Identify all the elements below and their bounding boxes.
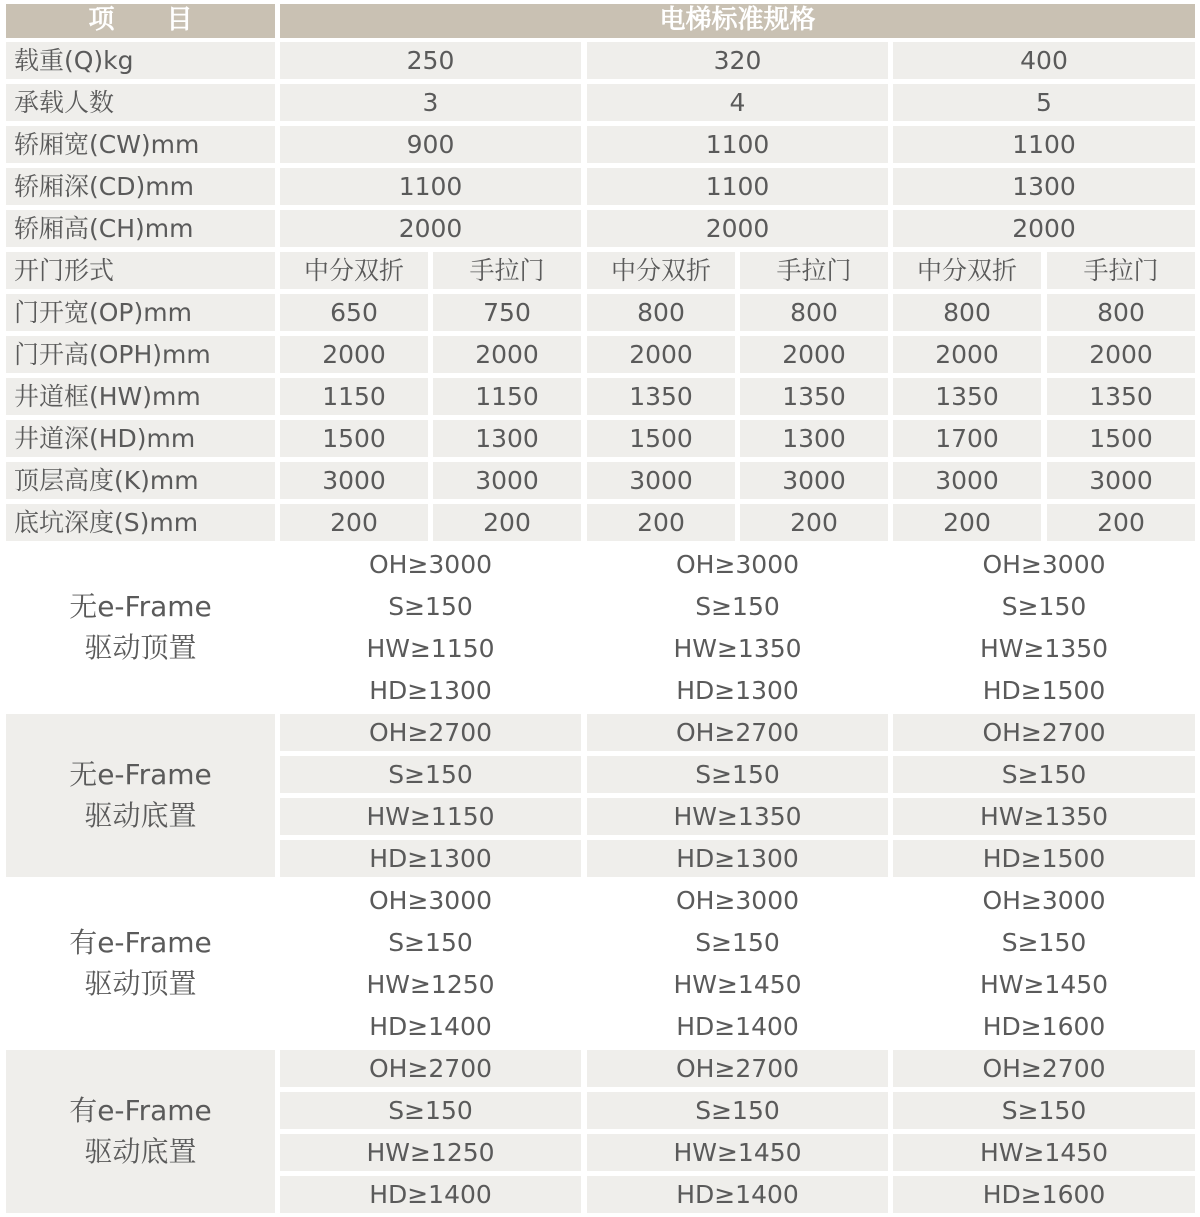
- row-label: 门开宽(OP)mm: [6, 294, 275, 331]
- value-cell: 2000: [893, 210, 1195, 247]
- requirement-cell: S≥150: [587, 924, 888, 961]
- value-cell: 2000: [587, 336, 735, 373]
- config-line-2: 驱动顶置: [84, 630, 197, 664]
- requirement-cell: HD≥1400: [587, 1008, 888, 1045]
- value-cell: 1150: [280, 378, 428, 415]
- drive-config-label: [6, 546, 275, 709]
- requirement-cell: HW≥1450: [587, 1134, 888, 1171]
- requirement-cell: HD≥1500: [893, 672, 1195, 709]
- row-label: 载重(Q)kg: [6, 42, 275, 79]
- requirement-cell: HW≥1250: [280, 966, 581, 1003]
- value-cell: 650: [280, 294, 428, 331]
- value-cell: 400: [893, 42, 1195, 79]
- value-cell: 3000: [740, 462, 888, 499]
- requirement-cell: S≥150: [893, 1092, 1195, 1129]
- requirement-cell: OH≥3000: [280, 546, 581, 583]
- requirement-cell: S≥150: [280, 924, 581, 961]
- requirement-cell: HD≥1400: [280, 1176, 581, 1213]
- value-cell: 1150: [433, 378, 581, 415]
- requirement-cell: HW≥1150: [280, 798, 581, 835]
- value-cell: 200: [1047, 504, 1195, 541]
- value-cell: 1300: [740, 420, 888, 457]
- value-cell: 3000: [433, 462, 581, 499]
- value-cell: 800: [587, 294, 735, 331]
- requirement-cell: HD≥1600: [893, 1176, 1195, 1213]
- value-cell: 3000: [280, 462, 428, 499]
- value-cell: 中分双折: [587, 252, 735, 289]
- value-cell: 200: [280, 504, 428, 541]
- row-label: 井道深(HD)mm: [6, 420, 275, 457]
- row-label: 底坑深度(S)mm: [6, 504, 275, 541]
- value-cell: 4: [587, 84, 888, 121]
- value-cell: 2000: [587, 210, 888, 247]
- value-cell: 手拉门: [433, 252, 581, 289]
- requirement-cell: HD≥1300: [587, 840, 888, 877]
- value-cell: 1100: [893, 126, 1195, 163]
- value-cell: 1100: [587, 126, 888, 163]
- requirement-cell: OH≥3000: [280, 882, 581, 919]
- config-line-1: 有e-Frame: [69, 925, 212, 959]
- requirement-cell: S≥150: [280, 588, 581, 625]
- requirement-cell: S≥150: [893, 924, 1195, 961]
- value-cell: 3000: [587, 462, 735, 499]
- row-label: 开门形式: [6, 252, 275, 289]
- requirement-cell: OH≥3000: [587, 882, 888, 919]
- value-cell: 1300: [893, 168, 1195, 205]
- requirement-cell: HW≥1250: [280, 1134, 581, 1171]
- value-cell: 手拉门: [740, 252, 888, 289]
- value-cell: 1100: [280, 168, 581, 205]
- requirement-cell: HW≥1350: [893, 798, 1195, 835]
- requirement-cell: S≥150: [280, 1092, 581, 1129]
- value-cell: 800: [1047, 294, 1195, 331]
- value-cell: 2000: [1047, 336, 1195, 373]
- requirement-cell: HW≥1450: [587, 966, 888, 1003]
- row-label: 轿厢高(CH)mm: [6, 210, 275, 247]
- value-cell: 750: [433, 294, 581, 331]
- requirement-cell: HD≥1300: [587, 672, 888, 709]
- value-cell: 3000: [893, 462, 1041, 499]
- requirement-cell: OH≥2700: [587, 714, 888, 751]
- value-cell: 2000: [280, 210, 581, 247]
- value-cell: 800: [740, 294, 888, 331]
- value-cell: 中分双折: [893, 252, 1041, 289]
- requirement-cell: S≥150: [893, 756, 1195, 793]
- value-cell: 1500: [1047, 420, 1195, 457]
- value-cell: 1100: [587, 168, 888, 205]
- requirement-cell: HW≥1350: [893, 630, 1195, 667]
- requirement-cell: OH≥3000: [893, 546, 1195, 583]
- config-line-1: 无e-Frame: [69, 589, 212, 623]
- value-cell: 1350: [587, 378, 735, 415]
- row-label: 轿厢宽(CW)mm: [6, 126, 275, 163]
- row-label: 轿厢深(CD)mm: [6, 168, 275, 205]
- value-cell: 200: [433, 504, 581, 541]
- value-cell: 200: [587, 504, 735, 541]
- requirement-cell: HD≥1500: [893, 840, 1195, 877]
- value-cell: 1350: [740, 378, 888, 415]
- requirement-cell: S≥150: [587, 1092, 888, 1129]
- value-cell: 800: [893, 294, 1041, 331]
- value-cell: 3000: [1047, 462, 1195, 499]
- row-label: 承载人数: [6, 84, 275, 121]
- value-cell: 200: [740, 504, 888, 541]
- requirement-cell: S≥150: [893, 588, 1195, 625]
- requirement-cell: OH≥3000: [587, 546, 888, 583]
- requirement-cell: S≥150: [280, 756, 581, 793]
- requirement-cell: HW≥1450: [893, 1134, 1195, 1171]
- drive-config-label: [6, 882, 275, 1045]
- config-line-1: 无e-Frame: [69, 757, 212, 791]
- header-spec: 电梯标准规格: [280, 4, 1195, 38]
- requirement-cell: OH≥2700: [587, 1050, 888, 1087]
- value-cell: 1500: [280, 420, 428, 457]
- value-cell: 1700: [893, 420, 1041, 457]
- requirement-cell: HD≥1400: [280, 1008, 581, 1045]
- requirement-cell: HD≥1300: [280, 672, 581, 709]
- config-line-1: 有e-Frame: [69, 1093, 212, 1127]
- config-line-2: 驱动底置: [84, 1134, 197, 1168]
- row-label: 门开高(OPH)mm: [6, 336, 275, 373]
- requirement-cell: HD≥1300: [280, 840, 581, 877]
- value-cell: 2000: [740, 336, 888, 373]
- value-cell: 手拉门: [1047, 252, 1195, 289]
- requirement-cell: HW≥1350: [587, 798, 888, 835]
- value-cell: 1350: [1047, 378, 1195, 415]
- requirement-cell: HW≥1350: [587, 630, 888, 667]
- requirement-cell: S≥150: [587, 756, 888, 793]
- value-cell: 200: [893, 504, 1041, 541]
- requirement-cell: OH≥2700: [893, 1050, 1195, 1087]
- drive-config-label: [6, 1050, 275, 1213]
- row-label: 井道框(HW)mm: [6, 378, 275, 415]
- config-line-2: 驱动底置: [84, 798, 197, 832]
- requirement-cell: HW≥1450: [893, 966, 1195, 1003]
- value-cell: 5: [893, 84, 1195, 121]
- value-cell: 1300: [433, 420, 581, 457]
- requirement-cell: S≥150: [587, 588, 888, 625]
- requirement-cell: HW≥1150: [280, 630, 581, 667]
- drive-config-label: [6, 714, 275, 877]
- value-cell: 2000: [893, 336, 1041, 373]
- requirement-cell: HD≥1600: [893, 1008, 1195, 1045]
- value-cell: 中分双折: [280, 252, 428, 289]
- value-cell: 2000: [280, 336, 428, 373]
- value-cell: 1500: [587, 420, 735, 457]
- value-cell: 250: [280, 42, 581, 79]
- value-cell: 2000: [433, 336, 581, 373]
- row-label: 顶层高度(K)mm: [6, 462, 275, 499]
- header-item: 项 目: [6, 4, 275, 38]
- value-cell: 1350: [893, 378, 1041, 415]
- requirement-cell: OH≥2700: [280, 1050, 581, 1087]
- value-cell: 320: [587, 42, 888, 79]
- value-cell: 3: [280, 84, 581, 121]
- requirement-cell: OH≥2700: [280, 714, 581, 751]
- config-line-2: 驱动顶置: [84, 966, 197, 1000]
- requirement-cell: HD≥1400: [587, 1176, 888, 1213]
- requirement-cell: OH≥2700: [893, 714, 1195, 751]
- value-cell: 900: [280, 126, 581, 163]
- requirement-cell: OH≥3000: [893, 882, 1195, 919]
